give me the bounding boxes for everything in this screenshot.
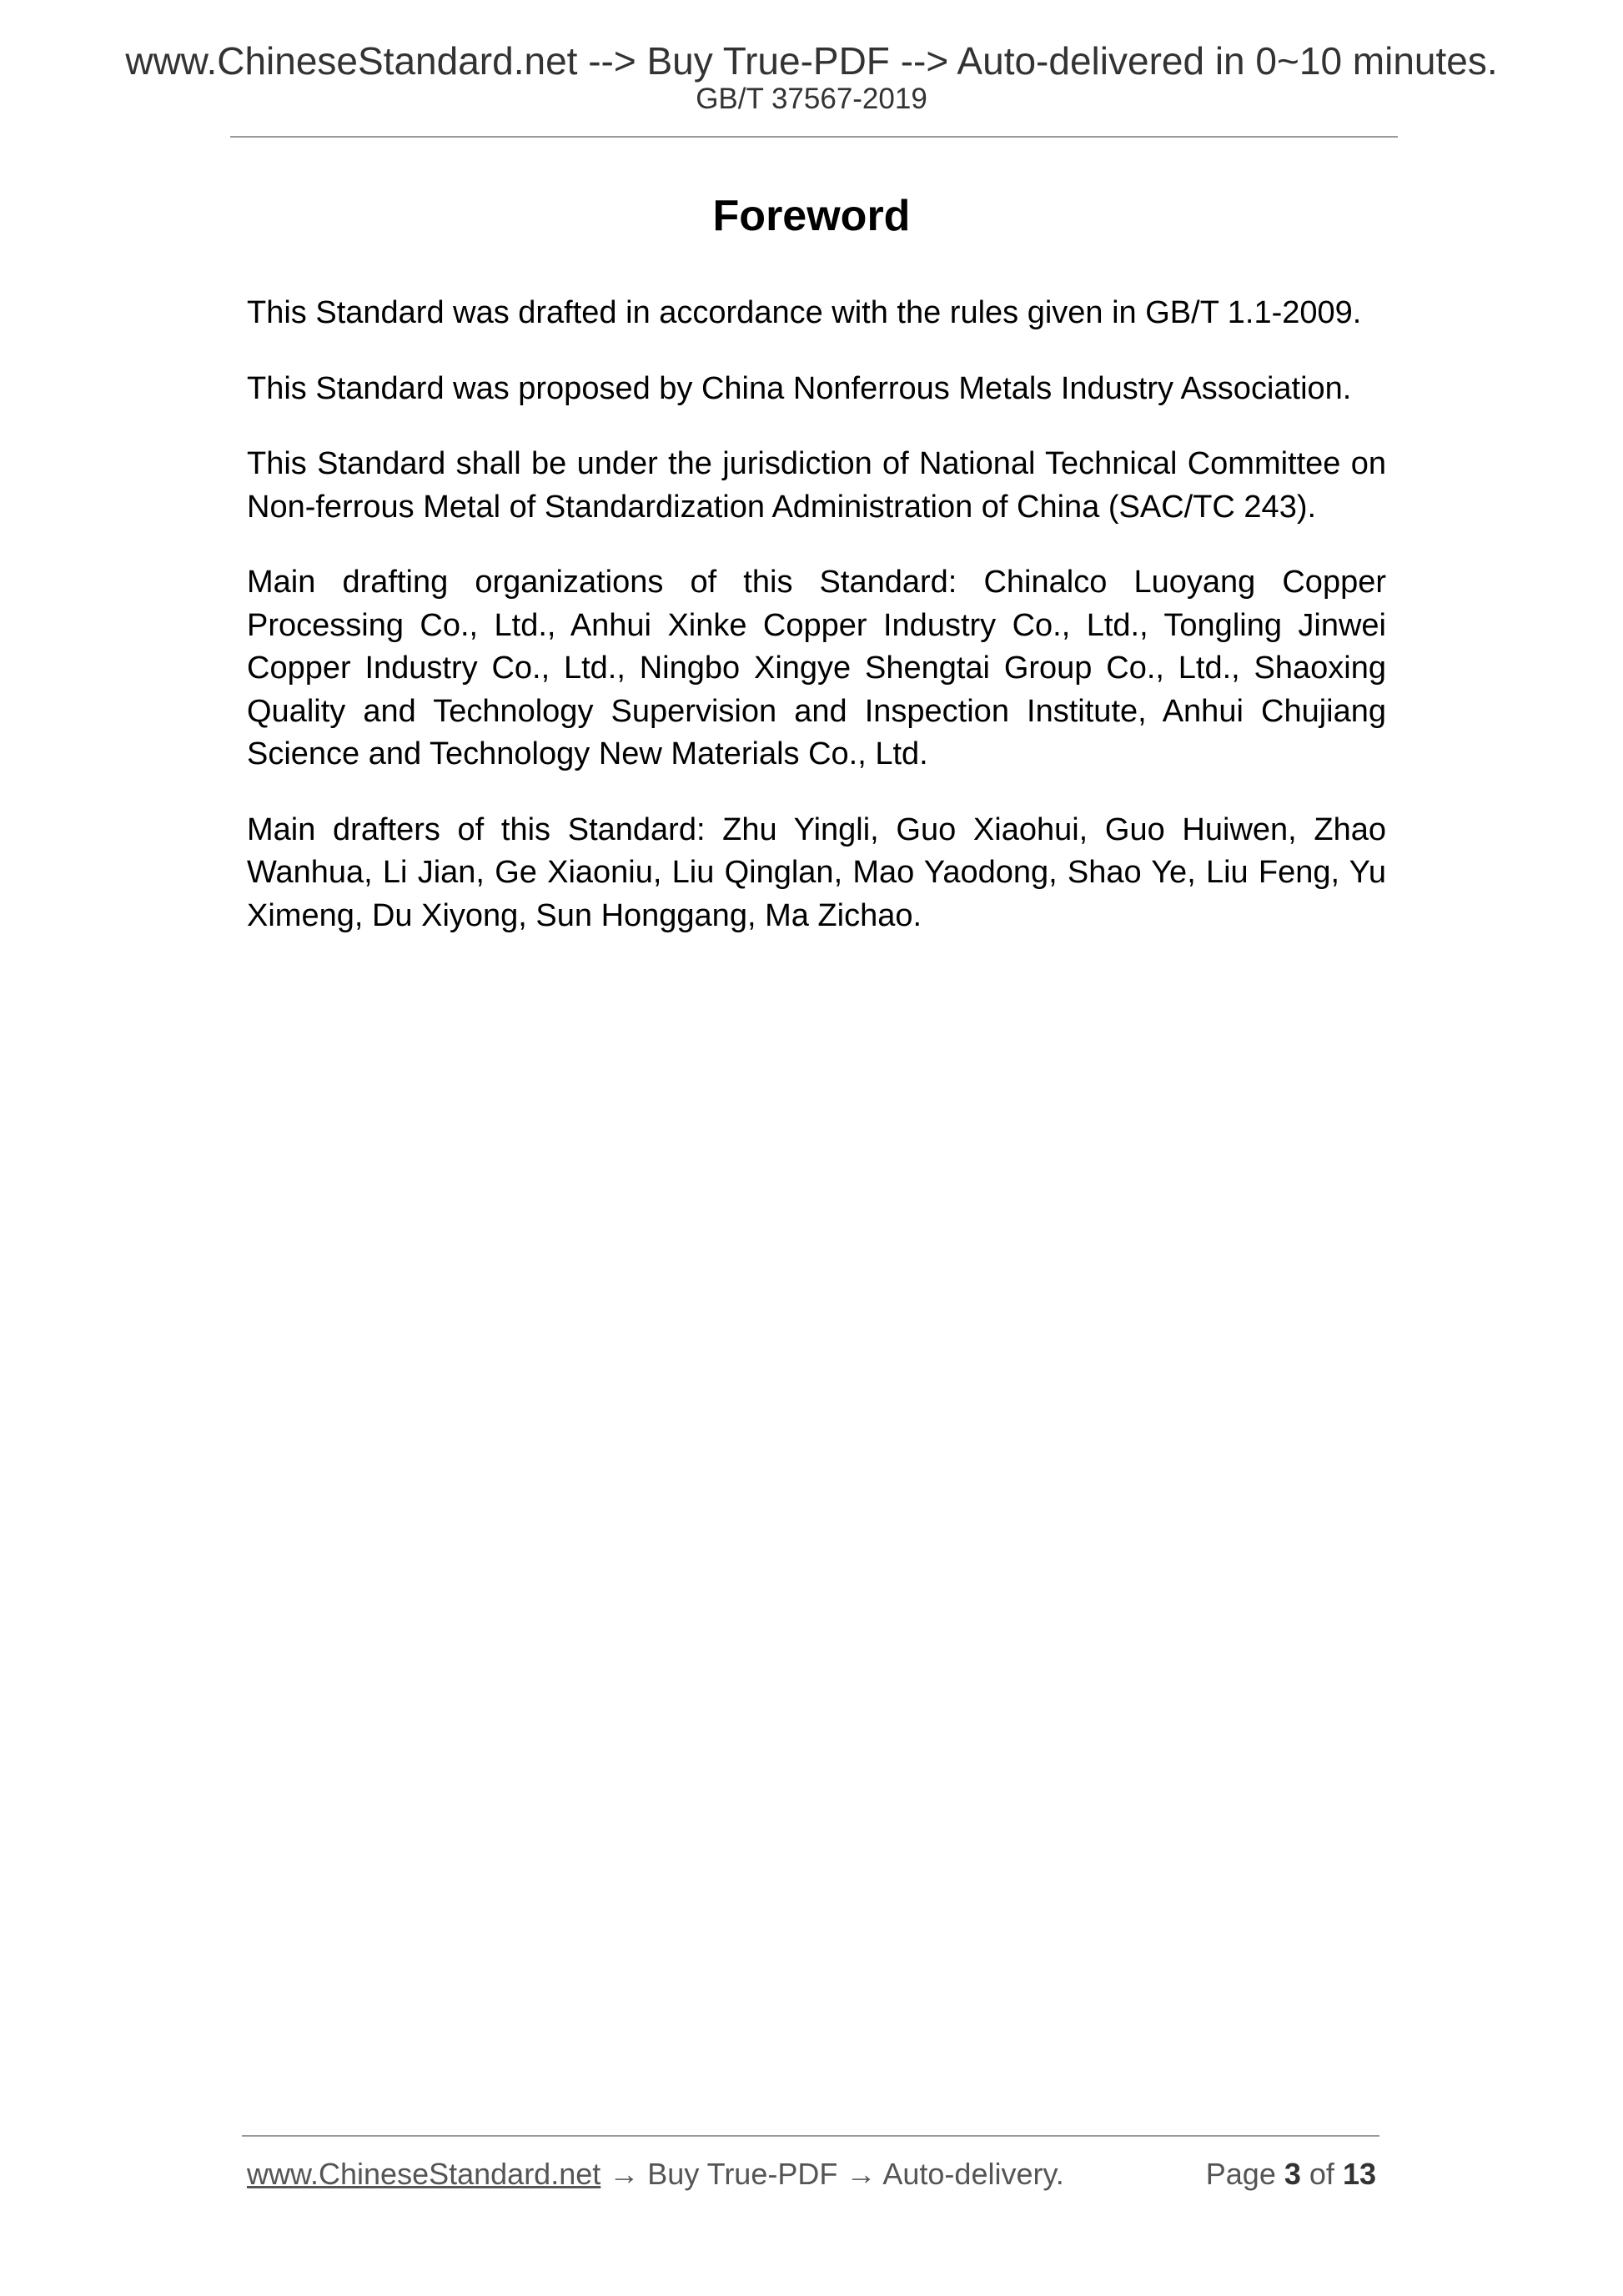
footer-website-link[interactable]: www.ChineseStandard.net: [247, 2157, 601, 2191]
footer-delivery-text: Auto-delivery.: [882, 2157, 1064, 2191]
page-title: Foreword: [712, 192, 911, 240]
arrow-right-icon: →: [609, 2157, 640, 2191]
page-label: Page: [1205, 2157, 1276, 2191]
paragraph-proposed-by: This Standard was proposed by China Nonferrous Metals Industry Association.: [247, 370, 1352, 406]
footer-promo: [247, 2159, 1064, 2189]
paragraph-jurisdiction: This Standard shall be under the jurisdiction of National Technical Committee on Non-ferrous Metal of Standardization Administration of China (SAC/TC 243).: [247, 446, 1386, 525]
foreword-body: [247, 292, 1386, 970]
page-current: 3: [1284, 2157, 1301, 2191]
footer-buy-text: Buy True-PDF: [647, 2157, 838, 2191]
document-code: GB/T 37567-2019: [696, 83, 927, 115]
paragraph-drafters: Main drafters of this Standard: Zhu Yingli, Guo Xiaohui, Guo Huiwen, Zhao Wanhua, Li Jian, Ge Xiaoniu, Liu Qinglan, Mao Yaodong, Shao Ye, Liu Feng, Yu Ximeng, Du Xiyong, Sun Honggang, Ma Zichao.: [247, 811, 1386, 933]
page-of-label: of: [1309, 2157, 1334, 2191]
arrow-right-icon: →: [846, 2157, 877, 2191]
paragraph-drafting-organizations: Main drafting organizations of this Standard: Chinalco Luoyang Copper Processing Co., Ltd., Anhui Xinke Copper Industry Co., Ltd., Tongling Jinwei Copper Industry Co., Ltd., Ningbo Xingye Shengtai Group Co., Ltd., Shaoxing Quality and Technology Supervision and Inspection Institute, Anhui Chujiang Science and Technology New Materials Co., Ltd.: [247, 565, 1386, 771]
page-number: [1206, 2159, 1376, 2189]
page-total: 13: [1342, 2157, 1376, 2191]
header-divider: [230, 136, 1398, 138]
paragraph-drafting-rules: This Standard was drafted in accordance with the rules given in GB/T 1.1-2009.: [247, 295, 1362, 330]
top-banner: www.ChineseStandard.net --> Buy True-PDF --> Auto-delivered in 0~10 minutes.: [125, 39, 1498, 83]
footer-divider: [242, 2135, 1379, 2137]
